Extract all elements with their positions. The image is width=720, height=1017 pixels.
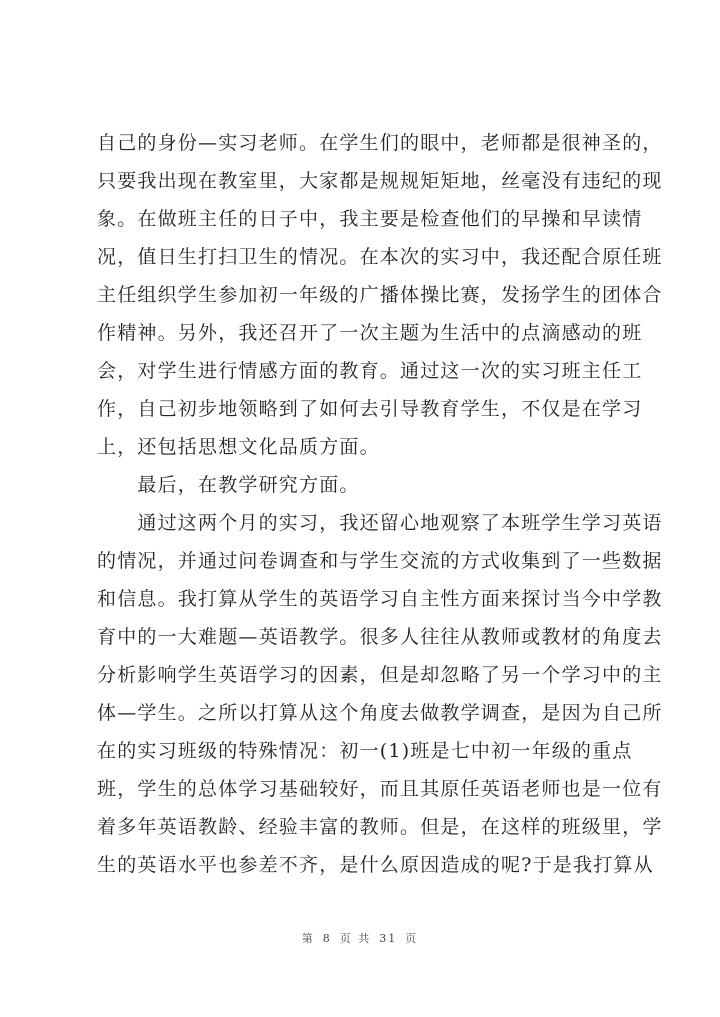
text-line: 会，对学生进行情感方面的教育。通过这一次的实习班主任工: [97, 360, 643, 382]
footer-prefix: 第: [301, 932, 315, 945]
footer-middle: 页 共: [339, 932, 372, 945]
text-line: 只要我出现在教室里，大家都是规规矩矩地，丝毫没有违纪的现: [97, 170, 663, 192]
text-line: 作，自己初步地领略到了如何去引导教育学生，不仅是在学习: [97, 398, 643, 420]
footer-suffix: 页: [405, 932, 419, 945]
text-line: 自己的身份—实习老师。在学生们的眼中，老师都是很神圣的，: [97, 132, 663, 154]
text-line: 通过这两个月的实习，我还留心地观察了本班学生学习英语: [97, 512, 663, 534]
text-line: 体—学生。之所以打算从这个角度去做教学调查，是因为自己所: [97, 702, 663, 724]
total-pages: 31: [379, 932, 398, 945]
page-footer: [0, 930, 720, 946]
text-line: 育中的一大难题—英语教学。很多人往往从教师或教材的角度去: [97, 626, 663, 648]
text-line: 况，值日生打扫卫生的情况。在本次的实习中，我还配合原任班: [97, 246, 663, 268]
text-line: 的情况，并通过问卷调查和与学生交流的方式收集到了一些数据: [97, 550, 663, 572]
text-line: 班，学生的总体学习基础较好，而且其原任英语老师也是一位有: [97, 778, 663, 800]
text-line: 象。在做班主任的日子中，我主要是检查他们的早操和早读情: [97, 208, 643, 230]
text-line: 分析影响学生英语学习的因素，但是却忽略了另一个学习中的主: [97, 664, 663, 686]
text-line: 生的英语水平也参差不齐，是什么原因造成的呢?于是我打算从: [97, 854, 654, 876]
page-number: 8: [322, 932, 332, 945]
text-line: 上，还包括思想文化品质方面。: [97, 436, 380, 458]
text-line: 在的实习班级的特殊情况：初一(1)班是七中初一年级的重点: [97, 740, 633, 762]
text-line: 着多年英语教龄、经验丰富的教师。但是，在这样的班级里，学: [97, 816, 663, 838]
text-line: 主任组织学生参加初一年级的广播体操比赛，发扬学生的团体合: [97, 284, 663, 306]
text-line: 作精神。另外，我还召开了一次主题为生活中的点滴感动的班: [97, 322, 643, 344]
text-line: 和信息。我打算从学生的英语学习自主性方面来探讨当今中学教: [97, 588, 663, 610]
section-heading: 最后，在教学研究方面。: [97, 474, 360, 496]
